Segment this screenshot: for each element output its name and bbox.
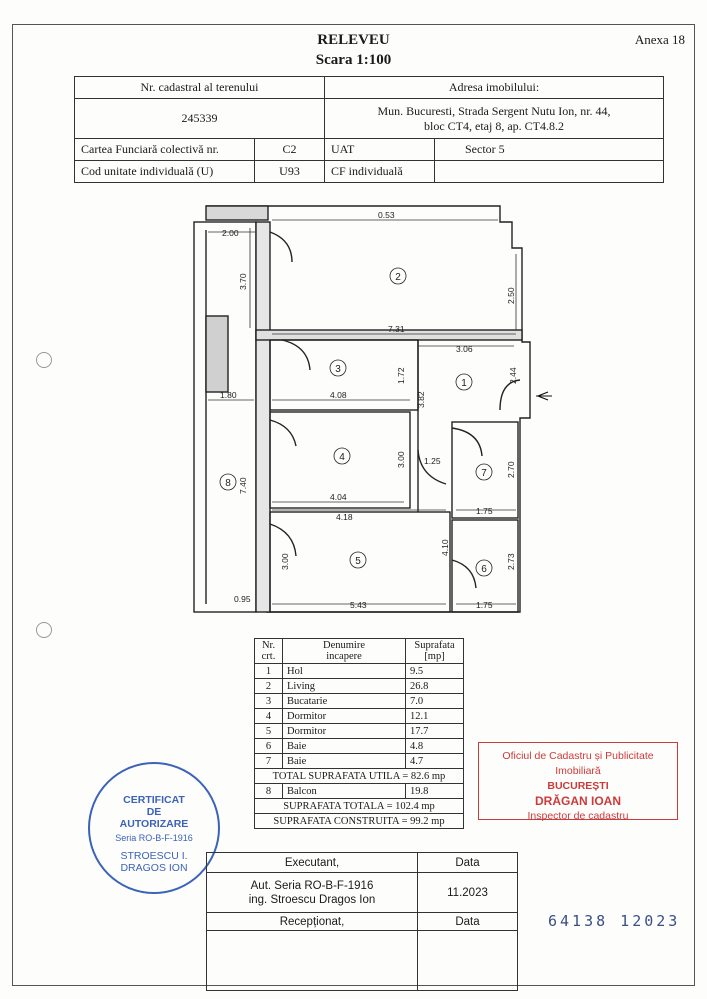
date-label: Data: [418, 853, 518, 873]
cadastre-office-stamp: Oficiul de Cadastru și Publicitate Imobiliară BUCUREȘTI DRĂGAN IOAN Inspector de cadastru: [478, 742, 678, 820]
col-header-nr: Nr. crt.: [255, 639, 283, 664]
uat-label: UAT: [325, 139, 435, 161]
address-line-2: bloc CT4, etaj 8, ap. CT4.8.2: [424, 118, 564, 133]
room-label-3: 3: [335, 364, 341, 375]
table-row: 3 Bucatarie 7.0: [255, 694, 464, 709]
room-label-4: 4: [339, 452, 345, 463]
annex-label: Anexa 18: [634, 32, 685, 47]
total-useful-area: TOTAL SUPRAFATA UTILA = 82.6 mp: [255, 769, 464, 784]
pillar: [206, 316, 228, 392]
dimension-label: 2.00: [222, 228, 239, 238]
dimension-label: 1.75: [476, 506, 493, 516]
door-arc: [452, 428, 482, 456]
dimension-label: 1.75: [476, 600, 493, 610]
executant-value: Aut. Seria RO-B-F-1916 ing. Stroescu Dragos Ion: [207, 873, 418, 913]
table-row: 7 Baie 4.7: [255, 754, 464, 769]
outer-wall: [206, 206, 530, 612]
document-title: RELEVEU: [317, 32, 390, 48]
door-arc: [270, 420, 296, 446]
authorization-stamp: CERTIFICAT DE AUTORIZARE Seria RO-B-F-1916 STROESCU I. DRAGOS ION: [88, 762, 220, 894]
table-row: 2 Living 26.8: [255, 679, 464, 694]
dimension-label: 2.50: [506, 287, 516, 304]
dimension-label: 5.43: [350, 600, 367, 610]
dimension-label: 7.31: [388, 324, 405, 334]
room-label-6: 6: [481, 564, 487, 575]
dimension-label: 0.53: [378, 210, 395, 220]
cf-collective-label: Cartea Funciară colectivă nr.: [75, 139, 255, 161]
receptionat-label: Recepționat,: [207, 913, 418, 931]
dimension-label: 3.00: [280, 553, 290, 570]
facade-wall: [256, 222, 270, 612]
date-value: 11.2023: [418, 873, 518, 913]
col-header-name: Denumire incapere: [283, 639, 406, 664]
uat-value: Sector 5: [435, 139, 664, 161]
dimension-label: 3.70: [238, 273, 248, 290]
address-label: Adresa imobilului:: [325, 77, 664, 99]
document-scale: Scara 1:100: [315, 52, 392, 68]
table-row: 1 Hol 9.5: [255, 664, 464, 679]
table-row: 6 Baie 4.8: [255, 739, 464, 754]
col-header-area: Suprafata [mp]: [406, 639, 464, 664]
dimension-label: 4.08: [330, 390, 347, 400]
executant-label: Executant,: [207, 853, 418, 873]
door-arc: [270, 232, 292, 262]
door-arc: [452, 560, 476, 588]
table-row: 4 Dormitor 12.1: [255, 709, 464, 724]
dimension-label: 2.70: [506, 461, 516, 478]
room-label-8: 8: [225, 478, 231, 489]
door-arc: [282, 340, 310, 370]
rooms-table: [254, 638, 464, 829]
unit-code-label: Cod unitate individuală (U): [75, 161, 255, 183]
unit-code-value: U93: [255, 161, 325, 183]
dimension-label: 0.95: [234, 594, 251, 604]
dimension-label: 1.72: [396, 367, 406, 384]
dimension-label: 3.06: [456, 344, 473, 354]
signature-table: [206, 852, 518, 991]
room-label-7: 7: [481, 468, 487, 479]
dimension-label: 4.04: [330, 492, 347, 502]
table-row: 8 Balcon 19.8: [255, 784, 464, 799]
total-area: SUPRAFATA TOTALA = 102.4 mp: [255, 799, 464, 814]
registration-number: 64138 12023: [548, 912, 681, 930]
wall-segment: [206, 206, 268, 220]
dimension-label: 2.73: [506, 553, 516, 570]
date-label-2: Data: [418, 913, 518, 931]
table-row: 5 Dormitor 17.7: [255, 724, 464, 739]
dimension-label: 4.18: [336, 512, 353, 522]
address-line-1: Mun. Bucuresti, Strada Sergent Nutu Ion, nr. 44,: [377, 103, 611, 118]
built-area: SUPRAFATA CONSTRUITA = 99.2 mp: [255, 814, 464, 829]
receptionat-date-area: [418, 931, 518, 991]
room-label-1: 1: [461, 378, 467, 389]
dimension-label: 2.44: [508, 367, 518, 384]
dimension-label: 1.80: [220, 390, 237, 400]
cf-collective-value: C2: [255, 139, 325, 161]
dimension-label: 1.25: [424, 456, 441, 466]
cf-individual-label: CF individuală: [325, 161, 435, 183]
cadastral-label: Nr. cadastral al terenului: [75, 77, 325, 99]
room-label-2: 2: [395, 272, 401, 283]
cadastral-value: 245339: [75, 99, 325, 139]
door-arc: [270, 524, 296, 556]
receptionat-signature-area: [207, 931, 418, 991]
dimension-label: 3.00: [396, 451, 406, 468]
dimension-label: 3.82: [416, 391, 426, 408]
room-label-5: 5: [355, 556, 361, 567]
dimension-label: 7.40: [238, 477, 248, 494]
dimension-label: 4.10: [440, 539, 450, 556]
